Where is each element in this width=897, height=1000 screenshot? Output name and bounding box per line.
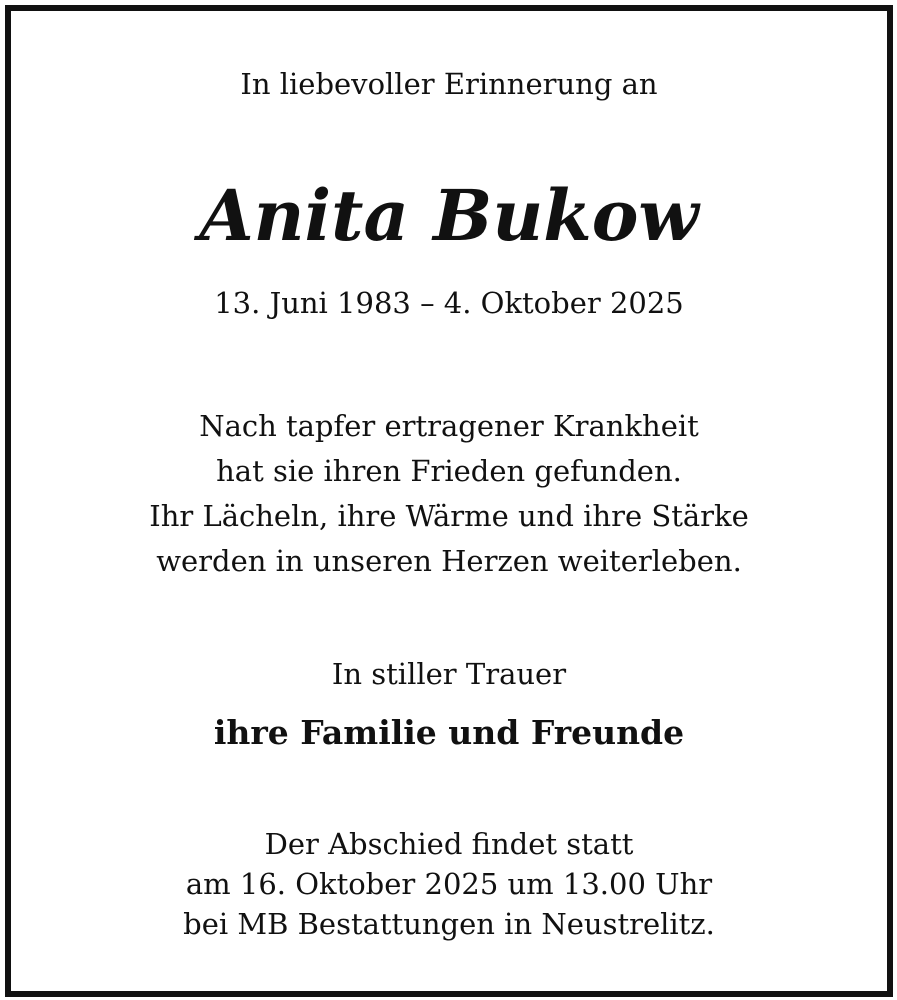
deceased-name: Anita Bukow [199,174,699,257]
verse-line: Ihr Lächeln, ihre Wärme und ihre Stärke [149,499,749,533]
mourning-line: In stiller Trauer [331,657,567,691]
intro-text: In liebevoller Erinnerung an [240,67,658,101]
verse-line: werden in unseren Herzen weiterleben. [156,544,742,578]
life-dates: 13. Juni 1983 – 4. Oktober 2025 [214,286,684,320]
farewell-line: am 16. Oktober 2025 um 13.00 Uhr [185,867,713,901]
farewell-info [11,824,887,944]
obituary-notice [5,5,893,997]
memorial-verse [11,404,887,584]
verse-line: Nach tapfer ertragener Krankheit [199,409,699,443]
mourners-signature: ihre Familie und Freunde [213,713,685,752]
verse-line: hat sie ihren Frieden gefunden. [216,454,682,488]
farewell-line: bei MB Bestattungen in Neustrelitz. [183,907,715,941]
farewell-line: Der Abschied findet statt [264,827,634,861]
